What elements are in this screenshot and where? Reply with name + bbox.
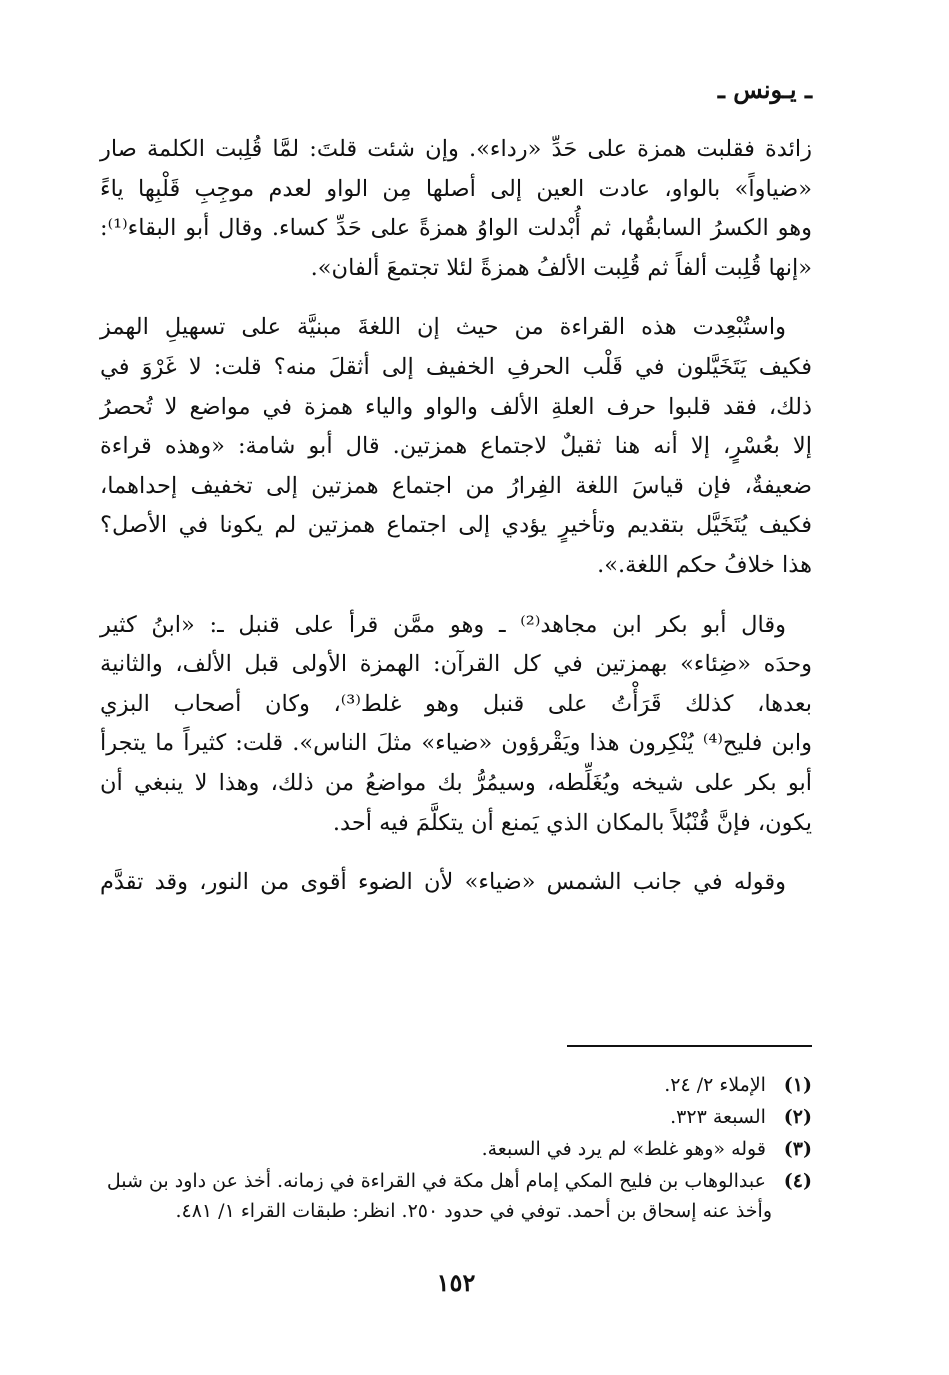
text-line: زائدة فقلبت همزة على حَدِّ «رداء». وإن شئت قلتَ: لمَّا قُلِبت الكلمة صار (100, 136, 812, 162)
footnote (100, 1070, 812, 1100)
footnote-number: (٤) (783, 1170, 812, 1192)
running-head: ـ يـونس ـ (717, 75, 812, 104)
text-line: وحدَه «ضِئاء» بهمزتين في كل القرآن: الهمزة الأولى قبل الألف، والثانية (100, 651, 812, 678)
page-number: ١٥٢ (436, 1268, 476, 1297)
text-line: وهو الكسرُ السابقُها، ثم أُبْدلت الواوُ همزةً على حَدِّ كساء. وقال أبو البقاء⁽¹⁾: (100, 215, 812, 242)
text-line: يكون، فإنَّ قُنْبُلاً بالمكان الذي يَمنع أن يتكلَّمَ فيه أحد. (332, 809, 812, 836)
footnotes (100, 1070, 812, 1228)
footnote-text: عبدالوهاب بن فليح المكي إمام أهل مكة في القراءة في زمانه. أخذ عن داود بن شبل (106, 1170, 766, 1192)
paragraph-2 (100, 308, 812, 585)
footnote-number: (٣) (783, 1138, 812, 1160)
paragraph-3 (100, 606, 812, 844)
text-line: ضعيفةٌ، فإن قياسَ اللغة الفِرارُ من اجتماع همزتين إلى تخفيف إحداهما، (100, 472, 812, 499)
footnote (100, 1166, 812, 1226)
page (100, 70, 812, 1360)
paragraph-1 (100, 130, 812, 288)
text-line: وقوله في جانب الشمس «ضياء» لأن الضوء أقوى من النور، وقد تقدَّم (100, 869, 786, 896)
footnote (100, 1102, 812, 1132)
text-line: هذا خلافُ حكم اللغة.». (597, 551, 812, 578)
footnote-text: قوله «وهو غلط» لم يرد في السبعة. (481, 1138, 766, 1160)
footnote-continuation: وأخذ عنه إسحاق بن أحمد. توفي في حدود ٢٥٠. انظر: طبقات القراء ١/ ٤٨١. (175, 1200, 772, 1222)
text-line: «إنها قُلِبت ألفاً ثم قُلِبت الألفُ همزةً لئلا تجتمعَ ألفان». (310, 254, 812, 281)
paragraph-4 (100, 863, 812, 903)
text-line: وقال أبو بكر ابن مجاهد⁽²⁾ ـ وهو ممَّن قرأ على قنبل ـ: «ابنُ كثير (100, 611, 786, 638)
footnote (100, 1134, 812, 1164)
footnote-separator (567, 1045, 812, 1047)
text-line: بعدها، كذلك قَرَأْتُ على قنبل وهو غلط⁽³⁾، وكان أصحاب البزي (100, 690, 812, 717)
footnote-text: السبعة ٣٢٣. (670, 1106, 766, 1128)
text-line: واستُبْعِدت هذه القراءة من حيث إن اللغةَ مبنيَّة على تسهيلِ الهمز (100, 314, 786, 341)
footnote-text: الإملاء ٢/ ٢٤. (664, 1074, 766, 1096)
body-text (100, 130, 812, 923)
text-line: فكيف يُتَخَيَّل بتقديم وتأخيرٍ يؤدي إلى اجتماع همزتين لم يكونا في الأصل؟ (100, 512, 812, 539)
text-line: أبو بكر على شيخه ويُغَلِّطه، وسيمُرُّ بك مواضعُ من ذلك، وهذا لا ينبغي أن (100, 769, 812, 796)
footnote-number: (٢) (783, 1106, 812, 1128)
text-line: ذلك، فقد قلبوا حرف العلةِ الألف والواو والياء همزة في مواضع لا تُحصرُ (100, 393, 812, 420)
footnote-number: (١) (783, 1074, 812, 1096)
text-line: فكيف يَتَخَيَّلون في قَلْب الحرفِ الخفيف إلى أثقلَ منه؟ قلت: لا غَرْوَ في (100, 353, 812, 380)
text-line: «ضياواً» بالواو، عادت العين إلى أصلها مِن الواو لعدم موجِبِ قَلْبِها ياءً (100, 175, 812, 202)
text-line: إلا بعُسْرٍ، إلا أنه هنا ثقيلٌ لاجتماع همزتين. قال أبو شامة: «وهذه قراءة (100, 433, 812, 460)
text-line: وابن فليح⁽⁴⁾ يُنْكِرون هذا ويَقْرؤون «ضياء» مثلَ الناس». قلت: كثيراً ما يتجرأ (100, 730, 812, 757)
